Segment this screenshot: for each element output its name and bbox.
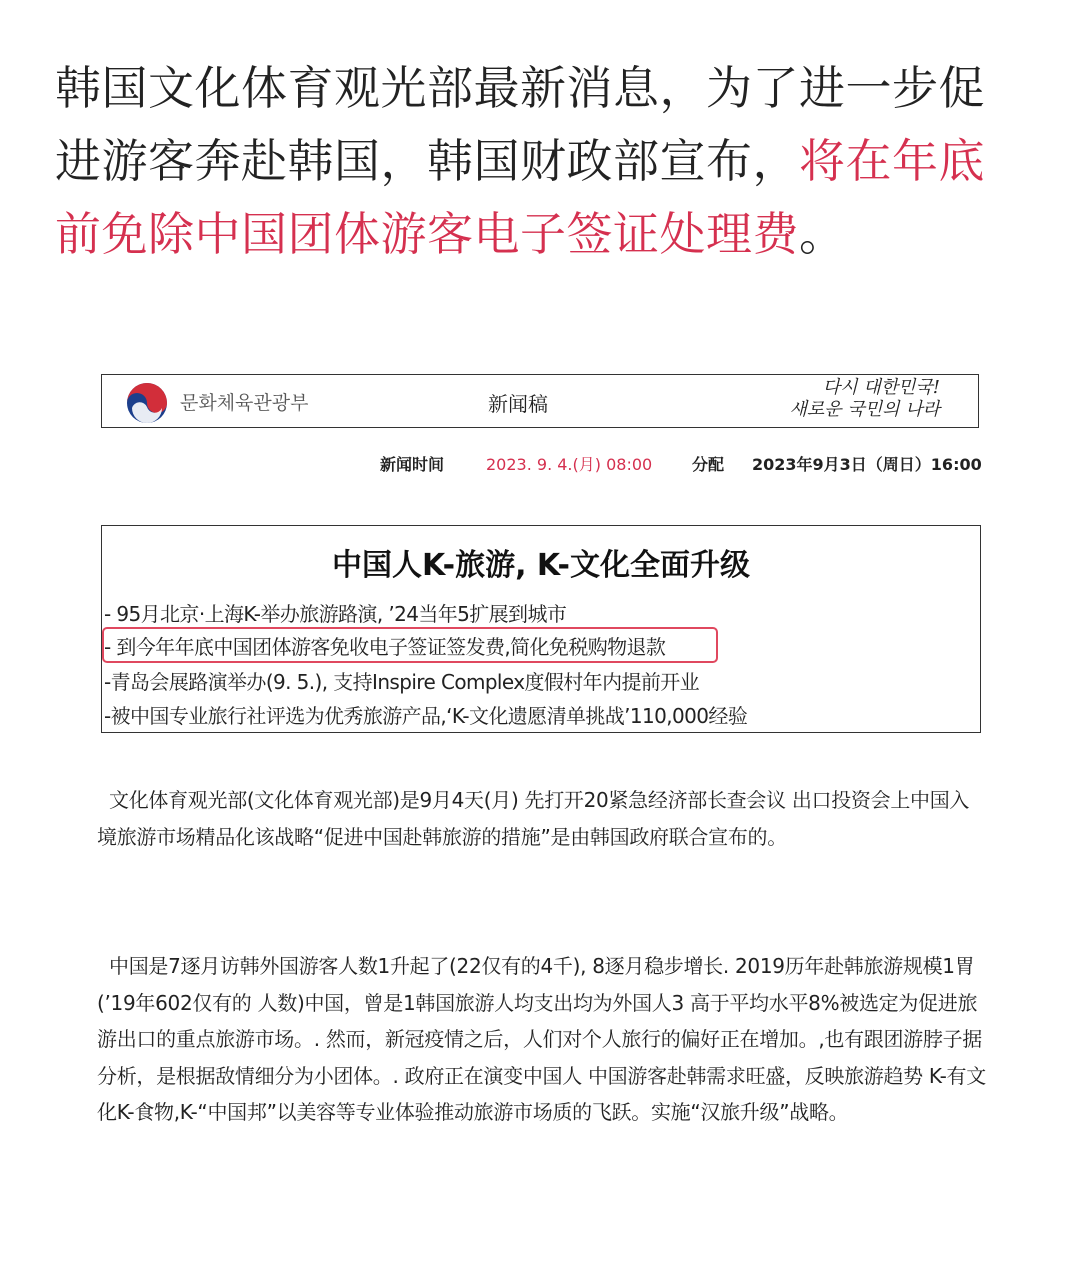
distribution-label: 分配 — [692, 455, 725, 474]
summary-bullet: -被中国专业旅行社评选为优秀旅游产品,‘K-文化遗愿清单挑战’110,000经验 — [104, 704, 748, 728]
press-release-banner — [101, 374, 979, 428]
slogan-line-1: 다시 대한민국! — [822, 377, 940, 398]
press-release-document — [0, 350, 1080, 1250]
body-paragraph-2: 中国是7逐月访韩外国游客人数1升起了(22仅有的4千), 8逐月稳步增长. 2019历年赴韩旅游规模1胃(’19年602仅有的 人数)中国，曾是1韩国旅游人均支出均为外国人3 高于平均水平8%被选定为促进旅游出口的重点旅游市场。. 然而，新冠疫情之后，人们对个人旅行的偏好正在增加。,也有跟团游脖子据分析，是根据敌情细分为小团体。. 政府正在演变中国人 中国游客赴韩需求旺盛，反映旅游趋势 K-有文化K-食物,K-“中国邦”以美容等专业体验推动旅游市场质的飞跃。实施“汉旅升级”战略。 — [97, 954, 986, 1124]
headline-tail: 。 — [799, 207, 846, 261]
headline-highlight: 将在年底前免除中国团体游客电子签证处理费 — [55, 134, 985, 261]
summary-title: 中国人K-旅游, K-文化全面升级 — [331, 548, 751, 583]
body-paragraph-1: 文化体育观光部(文化体育观光部)是9月4天(月) 先打开20紧急经济部长查会议 出口投资会上中国入境旅游市场精品化该战略“促进中国赴韩旅游的措施”是由韩国政府联合宣布的。 — [97, 788, 970, 849]
distribution-value: 2023年9月3日（周日）16:00 — [752, 455, 982, 474]
news-time-label: 新闻时间 — [380, 455, 445, 474]
slogan — [740, 377, 940, 425]
summary-bullet: - 95月北京·上海K-举办旅游路演, ’24当年5扩展到城市 — [104, 602, 567, 626]
summary-bullet: -青岛会展路演举办(9. 5.), 支持Inspire Complex度假村年内提前开业 — [104, 670, 700, 694]
headline-lead: 韩国文化体育观光部最新消息，为了进一步促进游客奔赴韩国，韩国财政部宣布， — [55, 61, 985, 188]
news-time-value: 2023. 9. 4.(月) 08:00 — [486, 455, 653, 474]
summary-bullet-highlighted: - 到今年年底中国团体游客免收电子签证签发费,简化免税购物退款 — [104, 635, 666, 659]
headline — [55, 52, 1030, 271]
taegeuk-logo-icon — [126, 382, 168, 424]
slogan-line-2: 새로운 국민의 나라 — [789, 399, 940, 420]
ministry-name: 문화체육관광부 — [180, 392, 309, 414]
summary-box — [101, 525, 981, 733]
press-release-label: 新闻稿 — [488, 392, 548, 416]
